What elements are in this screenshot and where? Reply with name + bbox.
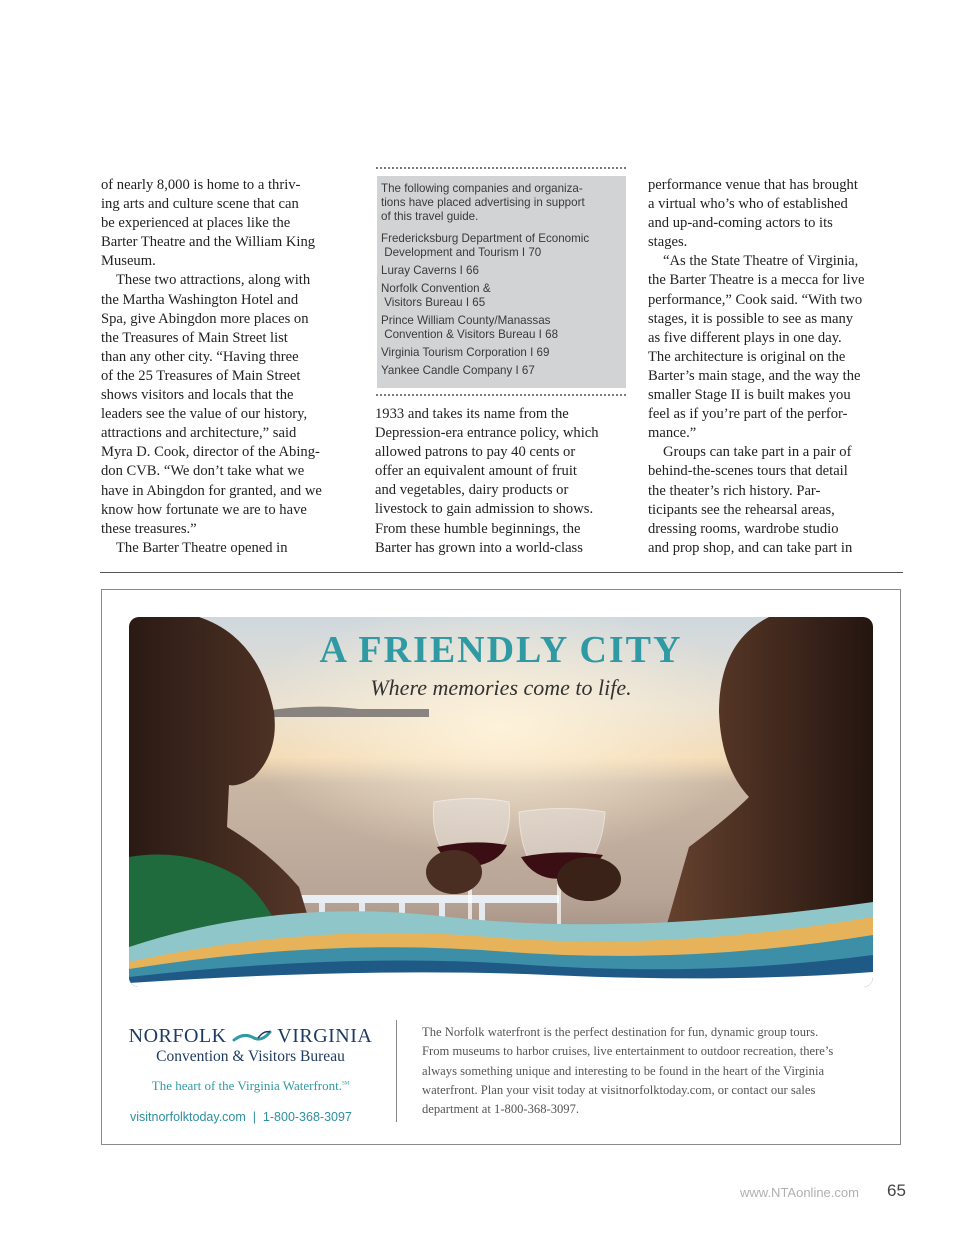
ad-contact[interactable]: visitnorfolktoday.com | 1-800-368-3097 bbox=[130, 1110, 352, 1124]
article-line: of the 25 Treasures of Main Street bbox=[101, 367, 301, 384]
advertiser-entry bbox=[381, 364, 622, 378]
logo-slogan-text: The heart of the Virginia Waterfront. bbox=[151, 1078, 342, 1093]
article-line: Barter has grown into a world-class bbox=[375, 539, 583, 556]
article-line: don CVB. “We don’t take what we bbox=[101, 463, 305, 480]
sidebar-top-divider bbox=[376, 167, 626, 169]
ad-copy-line: waterfront. Plan your visit today at visitnorfolktoday.com, or contact our sales bbox=[422, 1082, 816, 1097]
article-line: stages. bbox=[648, 234, 688, 251]
ad-copy-line: From museums to harbor cruises, live entertainment to outdoor recreation, there’s bbox=[422, 1044, 834, 1059]
sidebar-bottom-divider bbox=[376, 394, 626, 396]
advertiser-entry bbox=[381, 346, 622, 360]
article-line: attractions and architecture,” said bbox=[101, 425, 297, 442]
article-line: behind-the-scenes tours that detail bbox=[648, 463, 848, 480]
norfolk-cvb-logo bbox=[128, 1025, 373, 1094]
article-line: Myra D. Cook, director of the Abing- bbox=[101, 444, 320, 461]
article-line: “As the State Theatre of Virginia, bbox=[663, 253, 859, 270]
article-line: the theater’s rich history. Par- bbox=[648, 482, 821, 499]
article-line: offer an equivalent amount of fruit bbox=[375, 463, 577, 480]
logo-wordmark bbox=[128, 1025, 373, 1048]
ad-copy-line: department at 1-800-368-3097. bbox=[422, 1102, 580, 1117]
article-line: than any other city. “Having three bbox=[101, 348, 299, 365]
logo-slogan bbox=[128, 1078, 373, 1094]
ad-body-copy bbox=[422, 1023, 882, 1119]
article-line: of nearly 8,000 is home to a thriv- bbox=[101, 177, 301, 193]
advertiser-line: Yankee Candle Company I 67 bbox=[381, 364, 535, 377]
article-line: and vegetables, dairy products or bbox=[375, 482, 569, 499]
article-line: know how fortunate we are to have bbox=[101, 501, 307, 518]
ad-copy-line: The Norfolk waterfront is the perfect destination for fun, dynamic group tours. bbox=[422, 1025, 819, 1039]
article-line: ing arts and culture scene that can bbox=[101, 196, 299, 213]
ad-headline: A FRIENDLY CITY bbox=[319, 629, 683, 671]
article-line: ticipants see the rehearsal areas, bbox=[648, 501, 835, 518]
article-line: Museum. bbox=[101, 253, 156, 270]
sidebar-intro-line: of this travel guide. bbox=[381, 210, 479, 223]
advertiser-line: Visitors Bureau I 65 bbox=[381, 296, 486, 309]
advertiser-line: Development and Tourism I 70 bbox=[381, 246, 542, 259]
service-mark: SM bbox=[342, 1081, 350, 1087]
article-line: stages, it is possible to see as many bbox=[648, 310, 854, 327]
article-line: The architecture is original on the bbox=[648, 348, 846, 365]
advertiser-entry bbox=[381, 282, 622, 310]
article-line: smaller Stage II is built makes you bbox=[648, 387, 851, 404]
sidebar-intro-line: The following companies and organiza- bbox=[381, 182, 583, 195]
article-line: allowed patrons to pay 40 cents or bbox=[375, 444, 576, 461]
article-line: livestock to gain admission to shows. bbox=[375, 501, 594, 518]
ad-photo bbox=[129, 617, 873, 987]
sidebar-intro-line: tions have placed advertising in support bbox=[381, 196, 585, 209]
article-line: Groups can take part in a pair of bbox=[663, 444, 852, 461]
article-line: and prop shop, and can take part in bbox=[648, 539, 853, 556]
article-line: From these humble beginnings, the bbox=[375, 520, 581, 537]
advertiser-line: Convention & Visitors Bureau I 68 bbox=[381, 328, 559, 341]
article-line: as five different plays in one day. bbox=[648, 329, 842, 346]
article-line: These two attractions, along with bbox=[116, 272, 311, 289]
article-line: performance,” Cook said. “With two bbox=[648, 291, 863, 308]
article-line: and up-and-coming actors to its bbox=[648, 215, 833, 232]
article-line: Barter’s main stage, and the way the bbox=[648, 367, 861, 384]
logo-subtitle: Convention & Visitors Bureau bbox=[156, 1048, 345, 1065]
article-line: Spa, give Abingdon more places on bbox=[101, 310, 309, 327]
article-line: Depression-era entrance policy, which bbox=[375, 425, 599, 442]
article-line: performance venue that has brought bbox=[648, 177, 858, 193]
advertiser-line: Fredericksburg Department of Economic bbox=[381, 232, 590, 245]
article-line: shows visitors and locals that the bbox=[101, 387, 294, 404]
advertiser-entry bbox=[381, 314, 622, 342]
article-line: have in Abingdon for granted, and we bbox=[101, 482, 322, 499]
advertiser-entry bbox=[381, 264, 622, 278]
advertiser-line: Virginia Tourism Corporation I 69 bbox=[381, 346, 550, 359]
article-column-1 bbox=[101, 176, 361, 558]
article-line: be experienced at places like the bbox=[101, 215, 291, 232]
ad-vertical-divider bbox=[396, 1020, 397, 1122]
article-column-3 bbox=[648, 176, 908, 558]
ad-tagline: Where memories come to life. bbox=[370, 675, 632, 700]
article-line: 1933 and takes its name from the bbox=[375, 406, 569, 422]
advertiser-line: Prince William County/Manassas bbox=[381, 314, 551, 327]
logo-right-text: VIRGINIA bbox=[277, 1025, 373, 1047]
article-column-2 bbox=[375, 405, 633, 558]
advertiser-entry bbox=[381, 232, 622, 260]
article-line: leaders see the value of our history, bbox=[101, 406, 308, 423]
article-line: Barter Theatre and the William King bbox=[101, 234, 316, 251]
article-line: The Barter Theatre opened in bbox=[116, 539, 288, 556]
advertiser-sidebar bbox=[377, 176, 626, 388]
article-line: feel as if you’re part of the perfor- bbox=[648, 406, 848, 423]
advertiser-line: Norfolk Convention & bbox=[381, 282, 491, 295]
article-line: dressing rooms, wardrobe studio bbox=[648, 520, 839, 537]
article-line: mance.” bbox=[648, 425, 697, 442]
article-line: the Martha Washington Hotel and bbox=[101, 291, 299, 308]
article-line: the Treasures of Main Street list bbox=[101, 329, 288, 346]
ad-copy-line: always something unique and interesting to be found in the heart of the Virginia bbox=[422, 1063, 825, 1078]
article-line: the Barter Theatre is a mecca for live bbox=[648, 272, 865, 289]
page-number: 65 bbox=[887, 1181, 906, 1200]
advertiser-line: Luray Caverns I 66 bbox=[381, 264, 479, 277]
section-divider bbox=[100, 572, 903, 573]
mermaid-swoosh-icon bbox=[232, 1028, 272, 1046]
sidebar-intro bbox=[381, 182, 622, 224]
footer-url[interactable]: www.NTAonline.com bbox=[740, 1185, 859, 1200]
article-line: a virtual who’s who of established bbox=[648, 196, 848, 213]
sunset-toast-illustration bbox=[129, 617, 873, 987]
logo-left-text: NORFOLK bbox=[128, 1025, 227, 1047]
article-line: these treasures.” bbox=[101, 520, 197, 537]
